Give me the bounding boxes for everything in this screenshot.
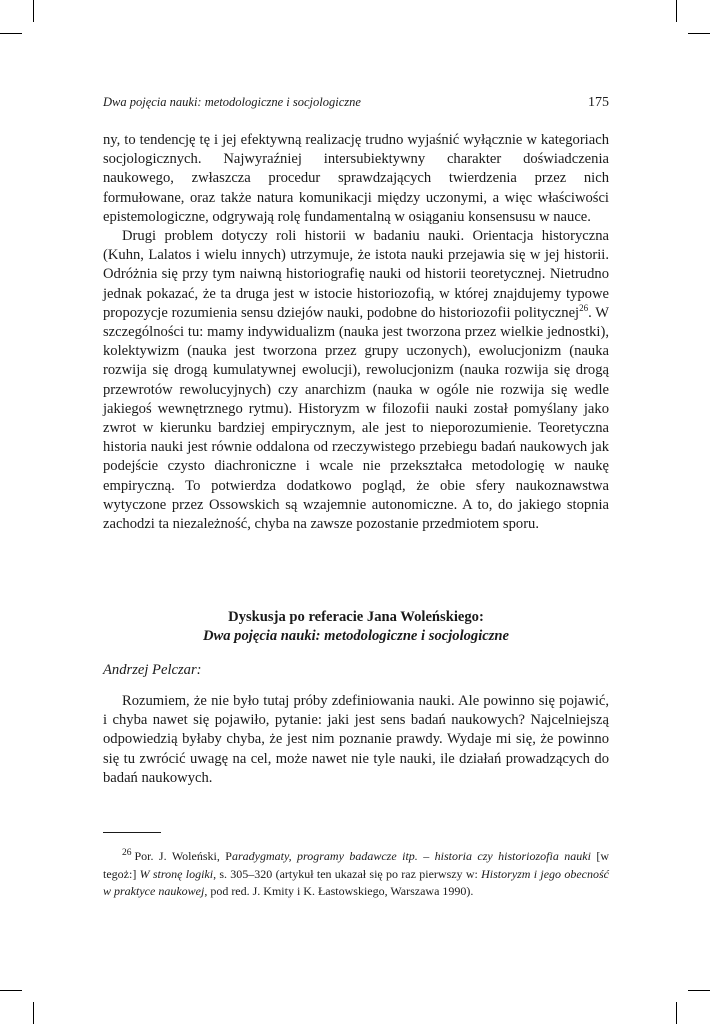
crop-mark-bottom-right xyxy=(676,1002,677,1024)
footnote xyxy=(103,848,609,901)
crop-mark-right-top xyxy=(688,33,710,34)
section-heading-subtitle: Dwa pojęcia nauki: metodologiczne i socjologiczne xyxy=(202,628,510,644)
footnote-number: 26 xyxy=(122,848,132,858)
crop-mark-bottom-left xyxy=(33,1002,34,1024)
section-heading xyxy=(103,608,609,646)
section-heading-title: Dyskusja po referacie Jana Woleńskiego: xyxy=(228,609,484,625)
crop-mark-top-left xyxy=(33,0,34,22)
page-number: 175 xyxy=(588,95,609,110)
footnote-title-1: aradygmaty, programy badawcze itp. – historia czy historiozofia nauki xyxy=(231,849,591,863)
speaker-name: Andrzej Pelczar: xyxy=(103,662,202,678)
footnote-text-1: Por. J. Woleński, P xyxy=(134,849,232,863)
paragraph-history-part1: Drugi problem dotyczy roli historii w badaniu nauki. Orientacja historyczna (Kuhn, Lalatos i wielu innych) utrzymuje, że istota nauki przejawia się w jej historii. Odróżnia się przy tym naiwną historiografię nauki od historii teoretycznej. Nietrudno jednak pokazać, że ta druga jest w istocie historiozofią, w której znajdujemy typowe propozycje rozumienia sensu dziejów nauki, podobne do historiozofii politycznej xyxy=(103,228,609,321)
crop-mark-right-bottom xyxy=(688,990,710,991)
body-text xyxy=(103,131,609,534)
discussion-text xyxy=(103,692,609,788)
crop-mark-left-bottom xyxy=(0,990,22,991)
discussion-paragraph: Rozumiem, że nie było tutaj próby zdefiniowania nauki. Ale powinno się pojawić, i chyba nawet się pojawiło, pytanie: jaki jest sens badań naukowych? Najcelniejszą odpowiedzią byłaby chyba, że jest nim poznanie prawdy. Wydaje mi się, że powinno się tu zwrócić uwagę na cel, może nawet nie tyle nauki, ile działań prowadzących do badań naukowych. xyxy=(103,693,609,786)
running-title: Dwa pojęcia nauki: metodologiczne i socjologiczne xyxy=(103,95,361,109)
footnote-reference[interactable]: 26 xyxy=(579,302,589,313)
footnote-text-3: , s. 305–320 (artykuł ten ukazał się po raz pierwszy w: xyxy=(213,866,482,881)
paragraph-history xyxy=(103,227,609,534)
footnote-text-2: [w tegoż:] xyxy=(103,849,609,881)
footnote-paragraph xyxy=(103,848,609,901)
footnote-title-3: Historyzm i jego obecność w praktyce naukowej xyxy=(103,866,609,898)
footnote-title-2: W stronę logiki xyxy=(139,866,214,881)
crop-mark-top-right xyxy=(676,0,677,22)
paragraph-history-part2: . W szczególności tu: mamy indywidualizm (nauka jest tworzona przez wielkie jednostki), kolektywizm (nauka jest tworzona przez grupy uczonych), ewolucjonizm (nauka rozwija się drogą kumulatywnej ewolucji), rewolucjonizm (nauka rozwija się drogą przewrotów rewolucyjnych) czy anarchizm (nauka w ogóle nie rozwija się wedle jakiegoś wewnętrznego rytmu). Historyzm w filozofii nauki został pomyślany jako zwrot w kierunku bardziej empirycznym, ale jest to nieporozumienie. Teoretyczna historia nauki jest równie oddalona od rzeczywistego przebiegu badań naukowych jak podejście czysto diachroniczne i wcale nie przekształca metodologię w naukę empiryczną. To potwierdza dodatkowo pogląd, że obie sfery naukoznawstwa wytyczone przez Ossowskich są wzajemnie autonomiczne. A to, do jakiego stopnia zachodzi ta niezależność, chyba na zawsze pozostanie przedmiotem sporu. xyxy=(103,304,610,533)
crop-mark-left-top xyxy=(0,33,22,34)
paragraph-continuation: ny, to tendencję tę i jej efektywną realizację trudno wyjaśnić wyłącznie w kategoriach socjologicznych. Najwyraźniej intersubiektywny charakter doświadczenia naukowego, zwłaszcza procedur sprawdzających twierdzenia przez nich formułowane, oraz także natura komunikacji między uczonymi, a więc właściwości epistemologiczne, odgrywają rolę fundamentalną w osiąganiu konsensusu w nauce. xyxy=(103,132,609,225)
running-head xyxy=(103,95,609,111)
footnote-separator xyxy=(103,832,161,833)
footnote-text-4: , pod red. J. Kmity i K. Łastowskiego, Warszawa 1990). xyxy=(204,884,474,898)
